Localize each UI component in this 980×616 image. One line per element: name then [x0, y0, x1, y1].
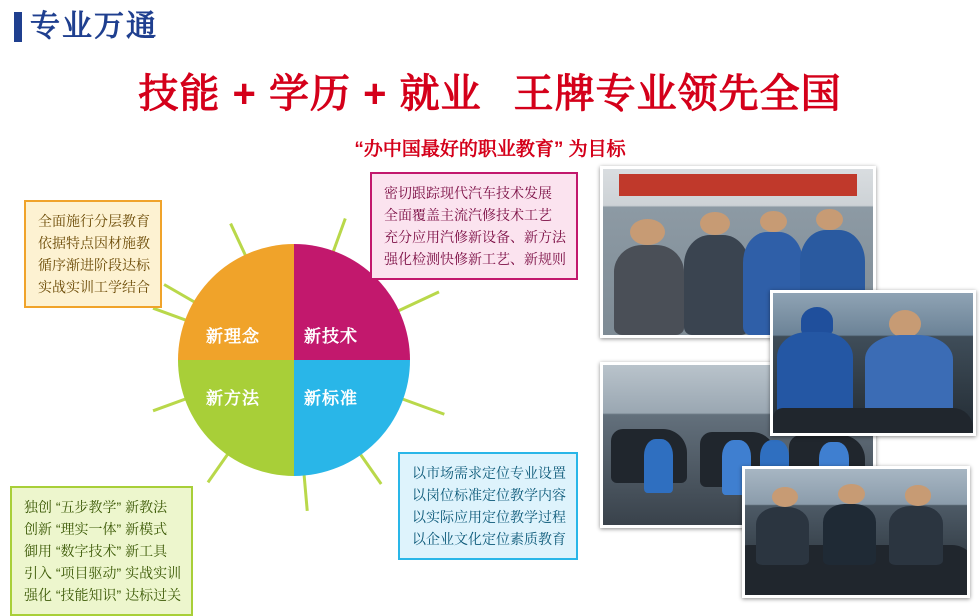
photo-person-body — [865, 335, 953, 416]
callout-line: 御用 “数字技术” 新工具 — [24, 543, 168, 559]
headline-part-2: 王牌专业领先全国 — [513, 72, 842, 116]
callout-line: 以企业文化定位素质教育 — [412, 531, 566, 547]
photo-person-body — [684, 235, 749, 335]
callout-line: 充分应用汽修新设备、新方法 — [384, 229, 566, 245]
page-title — [0, 62, 980, 119]
photo-engine-repair — [770, 290, 976, 436]
photo-person-head — [772, 487, 799, 507]
wheel-label-new-technology: 新技术 — [304, 327, 358, 346]
photo-person-head — [905, 485, 932, 505]
photo-person-head — [816, 209, 843, 231]
headline-part-1: 技能 + 学历 + 就业 — [138, 72, 482, 116]
callout-line: 循序渐进阶段达标 — [38, 257, 150, 273]
callout-new-concept — [24, 200, 162, 308]
photo-person-body — [889, 506, 942, 565]
callout-line: 引入 “项目驱动” 实战实训 — [24, 565, 182, 581]
photo-banner — [619, 174, 857, 196]
wheel-label-new-method: 新方法 — [206, 389, 260, 408]
brand-title: 专业万通 — [30, 10, 158, 43]
photo-scene — [745, 469, 967, 595]
callout-line: 全面覆盖主流汽修技术工艺 — [384, 207, 552, 223]
callout-line: 独创 “五步教学” 新教法 — [24, 499, 168, 515]
callout-line: 全面施行分层教育 — [38, 213, 150, 229]
callout-line: 以市场需求定位专业设置 — [412, 465, 566, 481]
photo-person-body — [823, 504, 876, 564]
callout-line: 创新 “理实一体” 新模式 — [24, 521, 168, 537]
photo-person-head — [700, 212, 730, 235]
photo-person-head — [801, 307, 833, 335]
wheel-label-new-concept: 新理念 — [206, 327, 260, 346]
callout-line: 依据特点因材施教 — [38, 235, 150, 251]
photo-person-body — [777, 332, 853, 416]
callout-new-technology — [370, 172, 578, 280]
wheel-label-new-standard: 新标准 — [304, 389, 358, 408]
callout-line: 强化 “技能知识” 达标过关 — [24, 587, 182, 603]
callout-new-method — [10, 486, 193, 616]
photo-person-body — [614, 245, 684, 335]
callout-line: 密切跟踪现代汽车技术发展 — [384, 185, 552, 201]
callout-line: 强化检测快修新工艺、新规则 — [384, 251, 566, 267]
wheel-segment-bottom-left — [178, 360, 294, 476]
photo-scene — [773, 293, 973, 433]
photo-person-head — [889, 310, 921, 338]
callout-line: 实战实训工学结合 — [38, 279, 150, 295]
photo-person-head — [630, 219, 665, 246]
page-subtitle: “办中国最好的职业教育” 为目标 — [354, 139, 626, 160]
callout-new-standard — [398, 452, 578, 560]
header-accent-bar — [14, 12, 22, 42]
photo-person-head — [760, 211, 787, 233]
photo-person-body — [644, 439, 674, 493]
photo-car-part — [773, 408, 973, 433]
photo-person-body — [756, 507, 809, 565]
callout-line: 以岗位标准定位教学内容 — [412, 487, 566, 503]
photo-person-head — [838, 484, 865, 504]
photo-students-inspection — [742, 466, 970, 598]
page-header — [0, 0, 980, 52]
callout-line: 以实际应用定位教学过程 — [412, 509, 566, 525]
wheel-segment-bottom-right — [294, 360, 410, 476]
